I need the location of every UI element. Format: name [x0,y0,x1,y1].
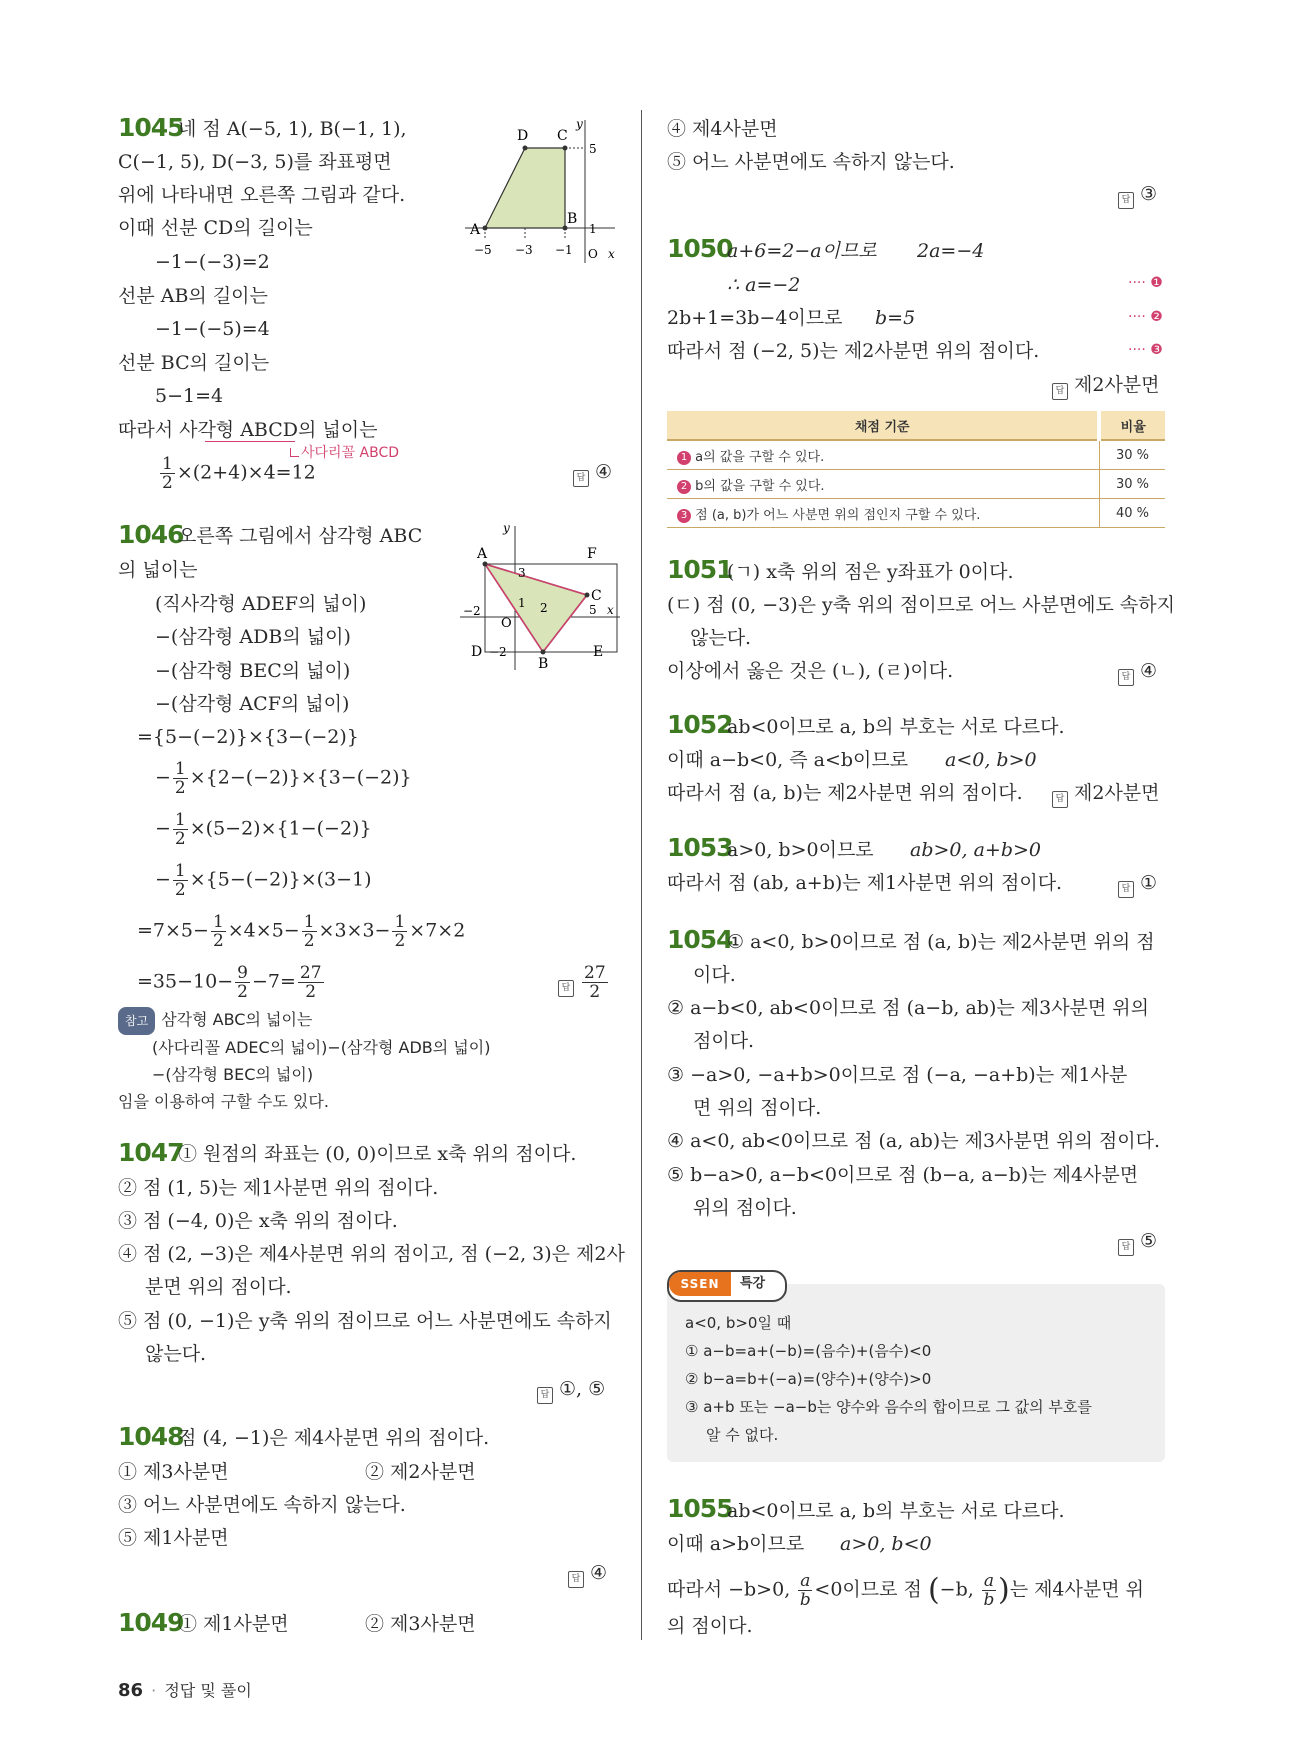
label-y: y [503,522,510,535]
note-trapezoid: 사다리꼴 ABCD [290,442,399,462]
formula-line: − $\frac{1}{2}$ ×{5−(−2)}×(3−1) [155,861,372,900]
text-line: 이때 a>b이므로 [667,1533,805,1555]
label-D: D [471,644,483,660]
answer-icon: 답 [1118,1239,1134,1256]
label-C: C [591,588,602,604]
answer-icon: 답 [1118,192,1134,209]
text-line: ③ −a>0, −a+b>0이므로 점 (−a, −a+b)는 제1사분 [667,1064,1128,1086]
text-line: 위에 나타내면 오른쪽 그림과 같다. [118,184,406,206]
text-line: ={5−(−2)}×{3−(−2)} [137,726,359,748]
text-line: ② 제2사분면 [365,1461,476,1483]
answer-icon: 답 [573,470,589,487]
step-marker-1: ···· ❶ [1128,275,1163,291]
text-line: 따라서 점 (ab, a+b)는 제1사분면 위의 점이다. [667,872,1063,894]
label-x: x [607,603,614,617]
tip-line: ① a−b=a+(−b)=(음수)+(음수)<0 [685,1342,932,1360]
step-marker-3: ···· ❸ [1128,342,1163,358]
text-line: ab<0이므로 a, b의 부호는 서로 다르다. [727,716,1065,738]
formula-line: =7×5− $\frac{1}{2}$ ×4×5− $\frac{1}{2}$ ×3×3− $\frac{1}{2}$ ×7×2 [137,912,466,951]
answer-1054: 답 ⑤ [1118,1228,1157,1256]
tick-1: 1 [589,222,597,236]
reference-line: 임을 이용하여 구할 수도 있다. [118,1092,329,1111]
text-line: 따라서 점 (a, b)는 제2사분면 위의 점이다. [667,782,1023,804]
problem-number-1051: 1051 [667,555,733,584]
text-line: −(삼각형 BEC의 넓이) [155,660,351,682]
label-D: D [517,128,529,144]
text-line: ∴ a=−2 [727,274,801,296]
table-header: 채점 기준 [667,411,1099,440]
tick-m2b: −2 [489,645,507,659]
reference-line: −(삼각형 BEC의 넓이) [152,1065,314,1084]
answer-1045: 답 ④ [573,459,612,487]
problem-number-1046: 1046 [118,520,184,549]
label-O: O [588,247,598,261]
answer-icon: 답 [1052,791,1068,808]
text-line: 면 위의 점이다. [693,1097,822,1119]
table-row: 2 b의 값을 구할 수 있다. 30 % [667,470,1165,499]
label-C: C [557,128,568,144]
tick-m5: −5 [474,243,492,257]
reference-line: 참고 삼각형 ABC의 넓이는 [118,1007,312,1035]
label-A: A [470,222,481,238]
text-line: ④ 점 (2, −3)은 제4사분면 위의 점이고, 점 (−2, 3)은 제2사 [118,1243,625,1265]
text-line: 분면 위의 점이다. [145,1276,292,1298]
label-E: E [593,644,604,660]
text-line: ab>0, a+b>0 [910,839,1041,861]
problem-number-1053: 1053 [667,833,733,862]
column-divider [641,110,642,1640]
answer-1053: 답 ① [1118,870,1157,898]
label-y: y [576,118,583,131]
text-line: ③ 점 (−4, 0)은 x축 위의 점이다. [118,1210,398,1232]
answer-1052: 답 제2사분면 [1052,780,1160,808]
text-line: 따라서 사각형 ABCD의 넓이는 [118,419,378,441]
text-line: 2a=−4 [917,240,985,262]
tip-line: ② b−a=b+(−a)=(양수)+(양수)>0 [685,1370,932,1388]
text-line: ① 제3사분면 [118,1461,229,1483]
answer-icon: 답 [558,980,574,997]
formula-line: =35−10− $\frac{9}{2}$ −7= $\frac{27}{2}$ [137,963,322,1002]
tip-badge-label: 특강 [740,1276,766,1291]
text-line: ab<0이므로 a, b의 부호는 서로 다르다. [727,1500,1065,1522]
figure-1045 [460,118,620,268]
text-line: 점 (4, −1)은 제4사분면 위의 점이다. [178,1427,490,1449]
answer-1049: 답 ③ [1118,181,1157,209]
problem-number-1045: 1045 [118,113,184,142]
text-line: ⑤ 점 (0, −1)은 y축 위의 점이므로 어느 사분면에도 속하지 [118,1310,612,1332]
text-line: 이때 선분 CD의 길이는 [118,217,313,239]
text-line: 선분 BC의 길이는 [118,352,270,374]
text-line: ④ 제4사분면 [667,118,778,140]
text-line: ⑤ 어느 사분면에도 속하지 않는다. [667,151,955,173]
section-title: 정답 및 풀이 [164,1681,252,1700]
table-row: 1 a의 값을 구할 수 있다. 30 % [667,440,1165,470]
underline [205,441,295,442]
answer-1050: 답 제2사분면 [1052,372,1160,400]
text-line: ④ a<0, ab<0이므로 점 (a, ab)는 제3사분면 위의 점이다. [667,1130,1160,1152]
mark-icon: 1 [677,451,691,465]
tip-badge-ssen: SSEN [669,1272,731,1296]
text-line: ② 점 (1, 5)는 제1사분면 위의 점이다. [118,1177,439,1199]
label-x: x [608,247,615,261]
label-B: B [538,656,549,672]
problem-number-1049: 1049 [118,1608,184,1637]
figure-1046 [455,522,625,672]
text-line: 않는다. [690,627,752,649]
reference-line: (사다리꼴 ADEC의 넓이)−(삼각형 ADB의 넓이) [152,1038,491,1057]
formula-line: − $\frac{1}{2}$ ×{2−(−2)}×{3−(−2)} [155,759,412,798]
text-line: a>0, b<0 [840,1533,932,1555]
answer-icon: 답 [1118,669,1134,686]
text-line: (ㄷ) 점 (0, −3)은 y축 위의 점이므로 어느 사분면에도 속하지 [667,594,1175,616]
formula-line: − $\frac{1}{2}$ ×(5−2)×{1−(−2)} [155,810,372,849]
answer-1048: 답 ④ [568,1560,607,1588]
text-line: (직사각형 ADEF의 넓이) [155,593,367,615]
tick-2: 2 [540,601,548,615]
formula-line: $\frac{1}{2}$ ×(2+4)×4=12 [162,454,316,493]
answer-1051: 답 ④ [1118,658,1157,686]
text-line: ⑤ b−a>0, a−b<0이므로 점 (b−a, a−b)는 제4사분면 [667,1164,1139,1186]
problem-number-1047: 1047 [118,1138,184,1167]
text-line: −1−(−3)=2 [155,251,270,273]
tip-line: a<0, b>0일 때 [685,1314,792,1332]
table-header: 비율 [1099,411,1165,440]
text-line: C(−1, 5), D(−3, 5)를 좌표평면 [118,151,392,173]
fraction: $\frac{1}{2}$ [162,454,173,493]
mark-icon: 3 [677,509,691,523]
text-line: 5−1=4 [155,385,224,407]
text-line: ② 제3사분면 [365,1613,476,1635]
text-line: 이다. [693,964,736,986]
label-B: B [567,211,578,227]
text-line: a>0, b>0이므로 [727,839,874,861]
text-line: 의 점이다. [667,1615,753,1637]
text-line: b=5 [875,307,916,329]
text-line: (ㄱ) x축 위의 점은 y좌표가 0이다. [727,561,1014,583]
text-line: ① 원점의 좌표는 (0, 0)이므로 x축 위의 점이다. [178,1143,577,1165]
answer-1046: 답 $\frac{27}{2}$ [558,964,610,1001]
mark-icon: 2 [677,480,691,494]
tick-5: 5 [589,142,597,156]
tick-5: 5 [589,603,597,617]
answer-icon: 답 [1118,881,1134,898]
text-line: 2b+1=3b−4이므로 [667,307,843,329]
answer-1047: 답 ①, ⑤ [537,1376,605,1404]
text-line: 위의 점이다. [693,1197,797,1219]
label-A: A [477,546,488,562]
table-row: 3 점 (a, b)가 어느 사분면 위의 점인지 구할 수 있다. 40 % [667,499,1165,528]
label-F: F [587,546,597,562]
reference-badge: 참고 [118,1007,155,1035]
answer-icon: 답 [537,1387,553,1404]
problem-number-1048: 1048 [118,1422,184,1451]
formula-line: 따라서 −b>0, $\frac{a}{b}$ <0이므로 점 (−b, $\frac{a}{b}$ )는 제4사분면 위 [667,1571,1144,1610]
text-line: a<0, b>0 [945,749,1037,771]
tick-1: 1 [518,596,526,610]
problem-number-1050: 1050 [667,234,733,263]
text-line: −1−(−5)=4 [155,318,270,340]
text-line: ② a−b<0, ab<0이므로 점 (a−b, ab)는 제3사분면 위의 [667,997,1150,1019]
text-line: 네 점 A(−5, 1), B(−1, 1), [178,118,407,140]
text-line: a+6=2−a이므로 [727,240,877,262]
page-footer: 86 · 정답 및 풀이 [118,1680,252,1701]
text-line: −(삼각형 ADB의 넓이) [155,626,351,648]
text-line: −(삼각형 ACF의 넓이) [155,693,350,715]
text-line: ③ 어느 사분면에도 속하지 않는다. [118,1494,406,1516]
step-marker-2: ···· ❷ [1128,309,1163,325]
tip-line: ③ a+b 또는 −a−b는 양수와 음수의 합이므로 그 값의 부호를 [685,1398,1092,1416]
text-line: 오른쪽 그림에서 삼각형 ABC [178,525,423,547]
text-line: 따라서 점 (−2, 5)는 제2사분면 위의 점이다. [667,340,1040,362]
problem-number-1052: 1052 [667,710,733,739]
answer-icon: 답 [568,1571,584,1588]
text-line: 이상에서 옳은 것은 (ㄴ), (ㄹ)이다. [667,660,954,682]
tick-m2: −2 [463,604,481,618]
text-line: 이때 a−b<0, 즉 a<b이므로 [667,749,909,771]
text-line: 의 넓이는 [118,559,198,581]
problem-number-1054: 1054 [667,925,733,954]
tick-3: 3 [518,566,526,580]
problem-number-1055: 1055 [667,1494,733,1523]
page-number: 86 [118,1680,144,1701]
label-O: O [501,616,512,631]
text-line: ① 제1사분면 [178,1613,289,1635]
text-line: 점이다. [693,1030,755,1052]
text-line: 선분 AB의 길이는 [118,285,268,307]
tick-m1: −1 [555,243,573,257]
text-line: ⑤ 제1사분면 [118,1527,229,1549]
text-line: ① a<0, b>0이므로 점 (a, b)는 제2사분면 위의 점 [727,931,1155,953]
answer-icon: 답 [1052,383,1068,400]
tip-line: 알 수 없다. [706,1426,779,1444]
grading-table [667,411,1165,528]
tick-m3: −3 [515,243,533,257]
text-line: 않는다. [145,1343,207,1365]
